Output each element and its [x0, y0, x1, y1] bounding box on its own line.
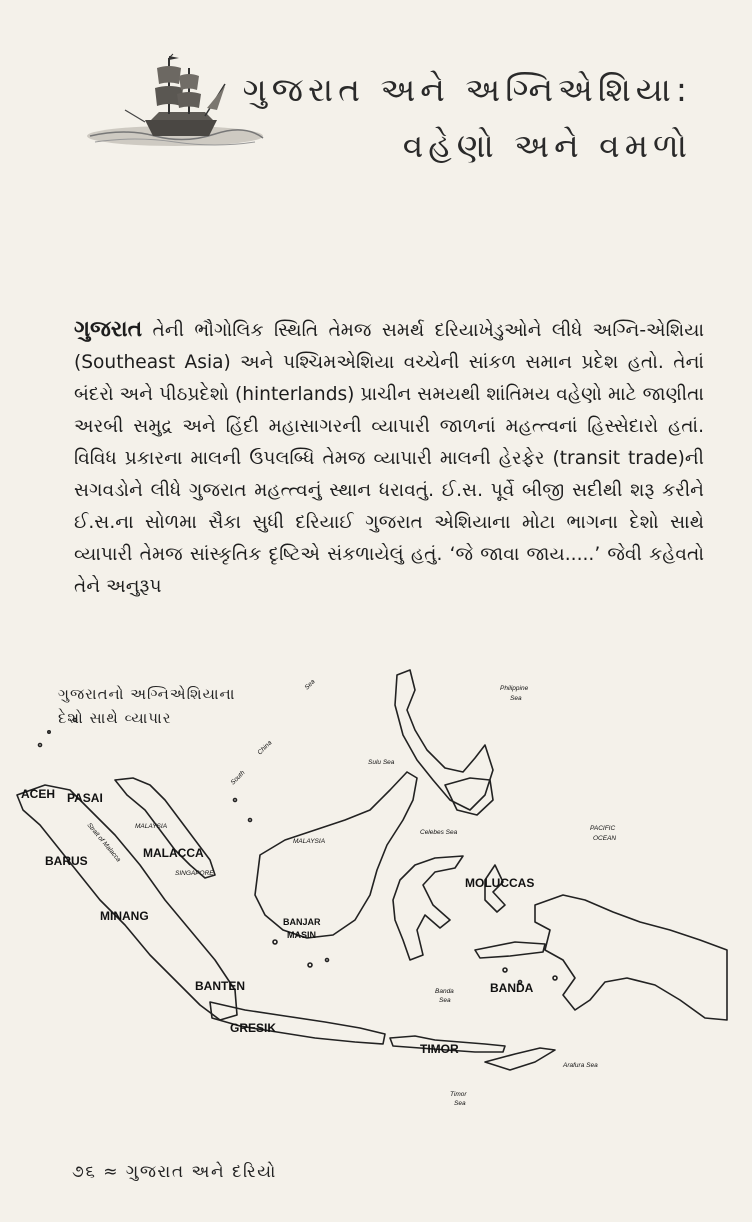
map-label-strait-malacca: Strait of Malacca	[85, 821, 122, 864]
map-label-barus: BARUS	[45, 854, 88, 868]
map-label-singapore: SINGAPORE	[175, 870, 214, 877]
map-label-sulu-sea: Sulu Sea	[368, 759, 395, 766]
sulawesi-outline	[393, 856, 463, 960]
map-label-pacific: PACIFIC	[590, 825, 616, 832]
map-label-malaysia-east: MALAYSIA	[293, 838, 326, 845]
southeast-asia-map	[15, 660, 735, 1120]
body-paragraph	[74, 314, 704, 603]
map-label-aceh: ACEH	[21, 787, 56, 801]
page-footer	[72, 1162, 277, 1182]
map-label-pasai: PASAI	[67, 791, 103, 805]
map-label-banjar: BANJAR	[283, 917, 321, 927]
map-label-malaysia-west: MALAYSIA	[135, 823, 168, 830]
map-caption-line-2: દેશો સાથે વ્યાપાર	[58, 709, 172, 727]
map-label-gresik: GRESIK	[230, 1021, 277, 1035]
map-label-banda: BANDA	[490, 981, 534, 995]
chapter-title-line-2: વહેણો અને વમળો	[402, 126, 692, 165]
map-label-ocean: OCEAN	[593, 835, 617, 842]
page-number: ૭૬	[72, 1162, 97, 1182]
map-label-arafura-sea: Arafura Sea	[563, 1062, 598, 1069]
map-label-banda-sea-1: Banda	[435, 988, 454, 995]
map-label-timor-sea-2: Sea	[454, 1100, 466, 1107]
map-label-timor: TIMOR	[420, 1042, 459, 1056]
map-label-moluccas: MOLUCCAS	[465, 876, 535, 890]
map-label-celebes-sea: Celebes Sea	[420, 829, 458, 836]
map-label-malacca: MALACCA	[143, 846, 204, 860]
paragraph-text: તેની ભૌગોલિક સ્થિતિ તેમજ સમર્થ દરિયાખેડુઓને લીધે અગ્નિ-એશિયા (Southeast Asia) અને પશ્ચિમએશિયા વચ્ચેની સાંકળ સમાન પ્રદેશ હતો. તેનાં બંદરો અને પીઠપ્રદેશો (hinterlands) પ્રાચીન સમયથી શાંતિમય વહેણો માટે જાણીતા અરબી સમુદ્ર અને હિંદી મહાસાગરની વ્યાપારી જાળનાં મહત્ત્વનાં હિસ્સેદારો હતાં. વિવિધ પ્રકારના માલની ઉપલબ્ધિ તેમજ વ્યાપારી માલની હેરફેર (transit trade)ની સગવડોને લીધે ગુજરાત મહત્ત્વનું સ્થાન ધરાવતું. ઈ.સ. પૂર્વે બીજી સદીથી શરૂ કરીને ઈ.સ.ના સોળમા સૈકા સુધી દરિયાઈ ગુજરાત એશિયાના મોટા ભાગના દેશો સાથે વ્યાપારી તેમજ સાંસ્કૃતિક દૃષ્ટિએ સંકળાયેલું હતું. ‘જે જાવા જાય.....’ જેવી કહેવતો તેને અનુરૂપ	[74, 320, 704, 597]
map-label-timor-sea-1: Timor	[450, 1091, 467, 1098]
map-caption-line-1: ગુજરાતનો અગ્નિએશિયાના	[58, 685, 236, 703]
sailing-ship-illustration	[85, 50, 265, 155]
map-label-south-china: South	[229, 769, 247, 787]
map-label-banda-sea-2: Sea	[439, 997, 451, 1004]
map-label-china-sea: Sea	[303, 678, 317, 692]
chapter-title	[243, 62, 692, 174]
map-label-philippine-sea-1: Philippine	[500, 685, 529, 692]
map-label-banten: BANTEN	[195, 979, 245, 993]
borneo-outline	[255, 772, 417, 938]
footer-separator: ≈	[103, 1162, 119, 1182]
chapter-title-line-1: ગુજરાત અને અગ્નિએશિયા:	[242, 70, 692, 109]
map-label-china: China	[256, 739, 274, 757]
map-label-philippine-sea-2: Sea	[510, 695, 522, 702]
new-guinea-outline	[535, 895, 727, 1020]
paragraph-lead-word: ગુજરાત	[74, 317, 143, 342]
philippines-outline	[395, 670, 493, 810]
map-label-minang: MINANG	[100, 909, 149, 923]
seram-outline	[475, 942, 545, 958]
map-label-masin: MASIN	[287, 930, 316, 940]
book-title: ગુજરાત અને દરિયો	[125, 1162, 277, 1182]
